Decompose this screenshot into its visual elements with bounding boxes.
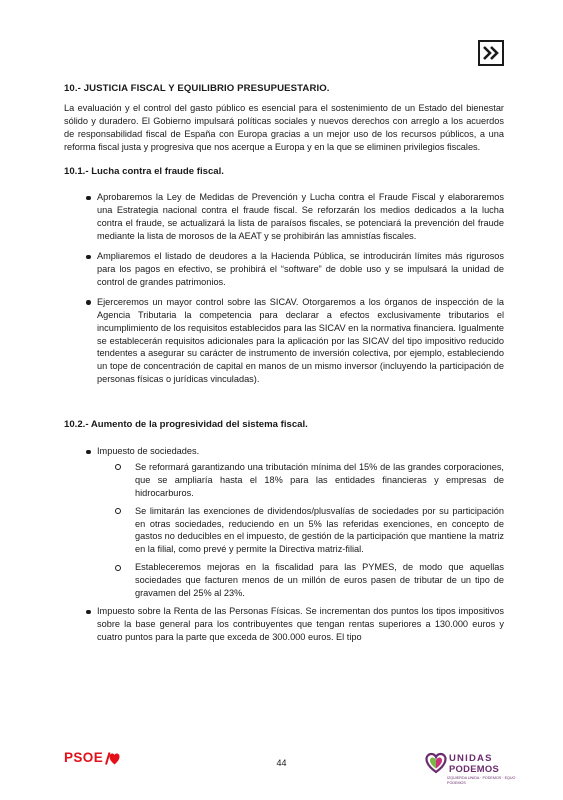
podemos-text: PODEMOS bbox=[449, 763, 500, 774]
list-item: Aprobaremos la Ley de Medidas de Prevención y Lucha contra el Fraude Fiscal y elaboraremos una Estrategia nacional contra el fraude fiscal. Se reforzarán los medios dedicados a la lucha contra el fraude, se actualizará la lista de paraísos fiscales, se potenciará la prevención del fraude mediante la lista de morosos de la AEAT y se prohibirán las amnistías fiscales. bbox=[64, 191, 504, 243]
fraud-measures-list bbox=[64, 191, 504, 386]
list-item: Ejerceremos un mayor control sobre las SICAV. Otorgaremos a los órganos de inspección de la Agencia Tributaria la competencia para declarar a efectos exclusivamente tributarios el incumplimiento de los requisitos establecidos para las SICAV en la normativa financiera. Igualmente se establecerán requisitos adicionales para la aplicación por las SICAV del tipo impositivo reducido tendentes a asegurar su carácter de instrumento de inversión colectiva, por ejemplo, estableciendo un tope de concentración de capital en manos de un mismo inversor (incluyendo la participación de personas físicas o jurídicas vinculadas). bbox=[64, 296, 504, 386]
list-item bbox=[64, 445, 504, 600]
coalition-tagline-1: IZQUIERDA UNIDA · PODEMOS · EQUO bbox=[447, 776, 516, 780]
subsection-title-1: 10.1.- Lucha contra el fraude fiscal. bbox=[64, 165, 224, 177]
list-item-label: Impuesto de sociedades. bbox=[97, 446, 200, 457]
sublist-item: Se limitarán las exenciones de dividendos/plusvalías de sociedades por su participación en otras sociedades, reduciendo en un 5% las referidas exenciones, en concepto de gastos no deducibles en el impuesto, de gestión de la participación que mantiene la matriz en la filial, como prevé y permite la Directiva matriz-filial. bbox=[97, 505, 504, 557]
unidas-text: UNIDAS bbox=[449, 753, 493, 764]
fast-forward-box-icon bbox=[478, 40, 504, 66]
heart-logo-icon bbox=[425, 752, 447, 774]
section-title: 10.- JUSTICIA FISCAL Y EQUILIBRIO PRESUPUESTARIO. bbox=[64, 83, 330, 94]
subsection-title-2: 10.2.- Aumento de la progresividad del sistema fiscal. bbox=[64, 419, 308, 431]
page-number: 44 bbox=[276, 758, 287, 768]
progressivity-list bbox=[64, 445, 504, 644]
sublist-item: Se reformará garantizando una tributación mínima del 15% de las grandes corporaciones, que se ampliaría hasta el 18% para las entidades financieras y empresas de hidrocarburos. bbox=[97, 461, 504, 500]
main-content bbox=[64, 83, 504, 644]
list-item: Ampliaremos el listado de deudores a la Hacienda Pública, se introducirán límites más rigurosos para los pagos en efectivo, se prohibirá el “software” de doble uso y se impulsará la unidad de control de grandes patrimonios. bbox=[64, 250, 504, 289]
list-item: Impuesto sobre la Renta de las Personas Físicas. Se incrementan dos puntos los tipos impositivos sobre la base general para los contribuyentes que tengan rentas superiores a 130.000 euros y cuatro puntos para la parte que exceda de 300.000 euros. El tipo bbox=[64, 605, 504, 644]
coalition-tagline bbox=[447, 776, 515, 785]
unidas-podemos-logo bbox=[425, 752, 516, 786]
corporate-tax-sublist bbox=[97, 461, 504, 600]
coalition-tagline-2: PODEMOS bbox=[447, 780, 466, 785]
sublist-item: Estableceremos mejoras en la fiscalidad para las PYMES, de modo que aquellas sociedades que facturen menos de un millón de euros pasen de tributar de un tipo de gravamen del 25% al 23%. bbox=[97, 561, 504, 600]
psoe-logo-text: PSOE bbox=[64, 750, 104, 766]
section-intro: La evaluación y el control del gasto público es esencial para el sostenimiento de un Estado del bienestar sólido y duradero. El Gobierno impulsará políticas sociales y nuevos derechos con arreglo a los acuerdos de responsabilidad fiscal de España con Europa gracias a un mejor uso de los recursos públicos, a una reforma fiscal justa y progresiva que nos acerque a Europa y en la que se eliminen privilegios fiscales. bbox=[64, 102, 504, 152]
